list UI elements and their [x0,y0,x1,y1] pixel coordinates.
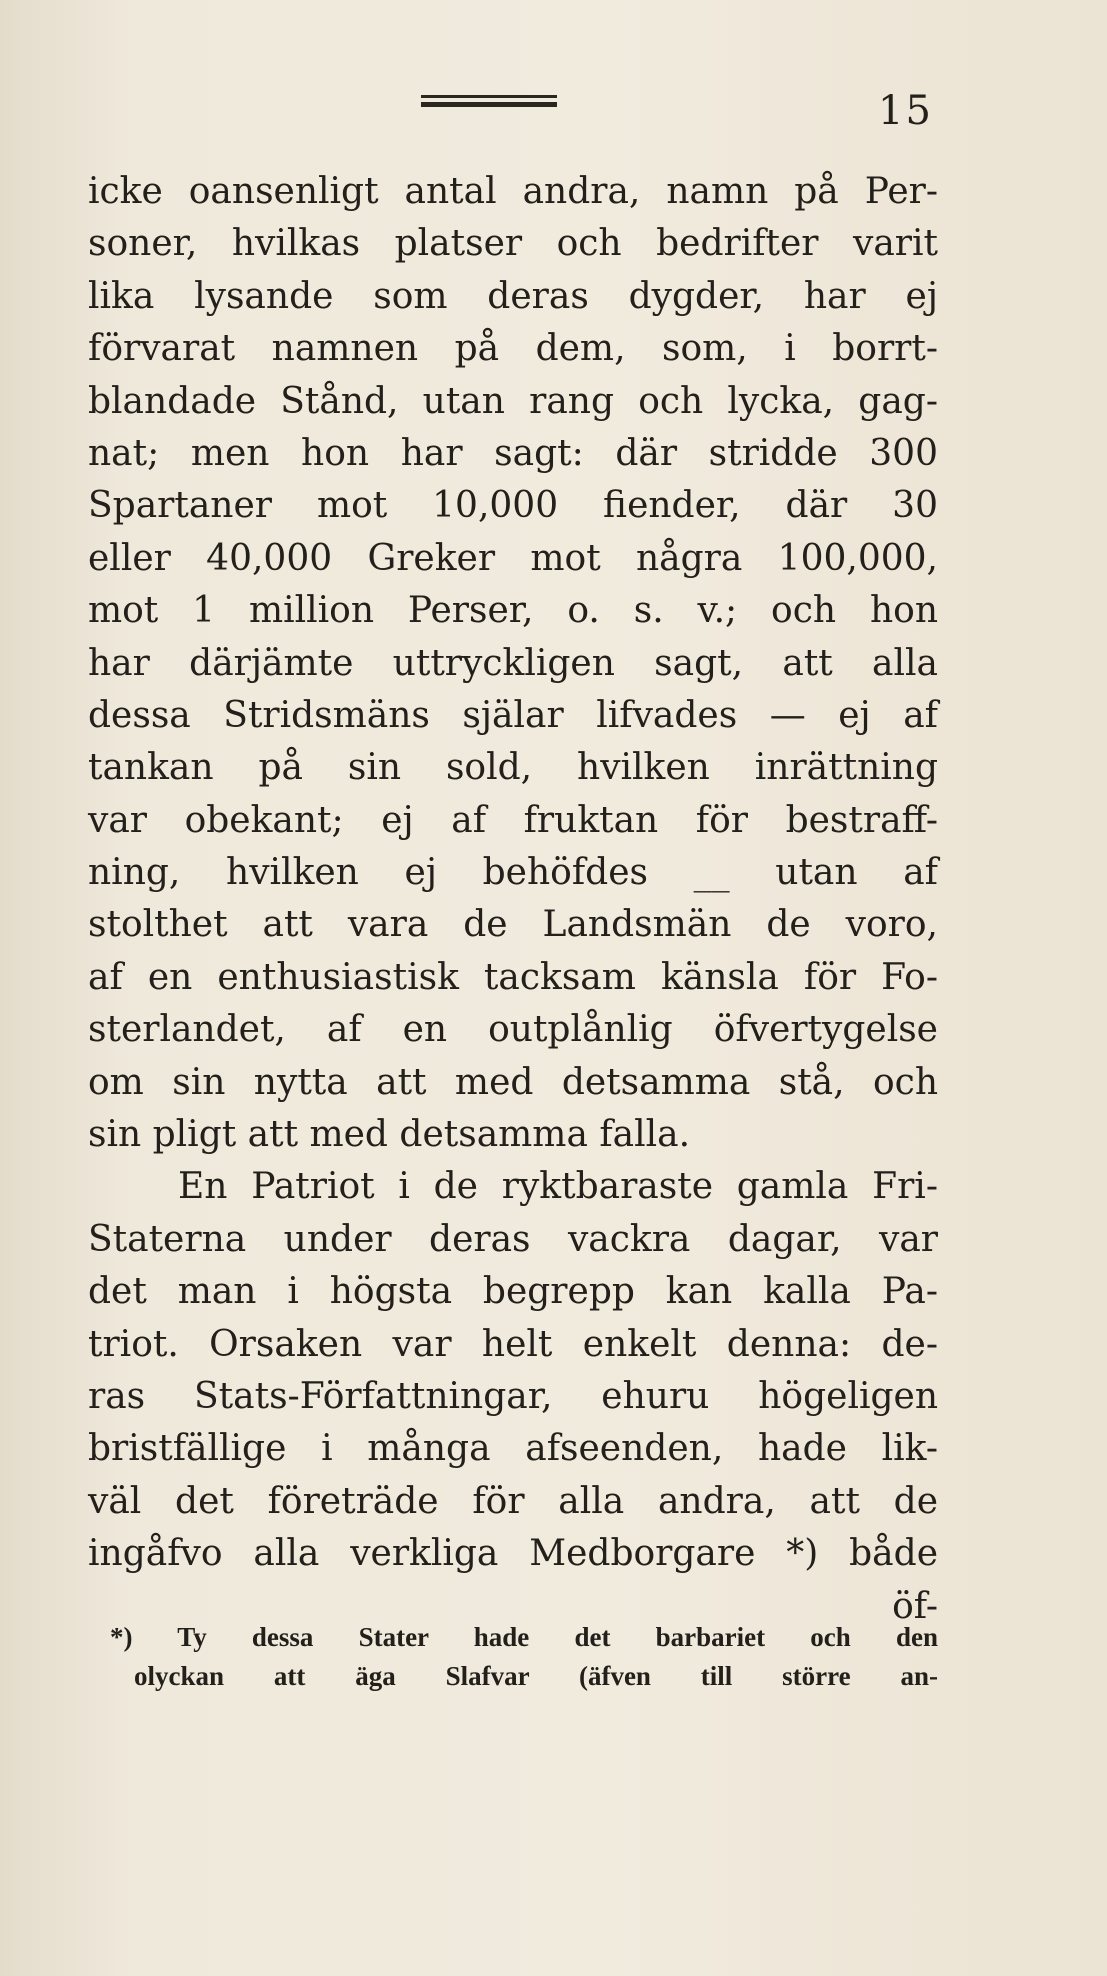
text-line: blandade Stånd, utan rang och lycka, gag- [88,380,938,422]
text-line: tankan på sin sold, hvilken inrättning [88,747,938,789]
text-line: eller 40,000 Greker mot några 100,000, [88,537,938,579]
text-line: ning, hvilken ej behöfdes __ utan af [88,852,938,894]
text-line: har därjämte uttryckligen sagt, att alla [88,642,938,684]
footnote-line: olyckan att äga Slafvar (äfven till större an- [134,1661,938,1691]
text-line: ingåfvo alla verkliga Medborgare *) både [88,1533,938,1575]
text-line: ras Stats-Författningar, ehuru högeligen [88,1375,938,1417]
catchword: öf- [892,1585,938,1627]
text-line: icke oansenligt antal andra, namn på Per- [88,171,938,212]
text-line: dessa Stridsmäns själar lifvades — ej af [88,694,938,736]
text-line: af en enthusiastisk tacksam känsla för Fo- [88,956,938,998]
text-line: förvarat namnen på dem, som, i borrt- [88,328,938,370]
text-line: Staterna under deras vackra dagar, var [88,1218,938,1260]
text-line: nat; men hon har sagt: där stridde 300 [88,432,938,474]
text-line: bristfällige i många afseenden, hade lik- [88,1428,938,1470]
page-number: 15 [878,88,933,134]
text-line: om sin nytta att med detsamma stå, och [88,1061,938,1103]
body-text [88,166,938,1633]
text-line: soner, hvilkas platser och bedrifter varit [88,223,938,265]
text-line: stolthet att vara de Landsmän de voro, [88,904,938,946]
footnote [110,1618,938,1696]
text-line: väl det företräde för alla andra, att de [88,1480,938,1522]
text-line: var obekant; ej af fruktan för bestraff- [88,799,938,841]
text-line: lika lysande som deras dygder, har ej [88,275,938,317]
text-line: sterlandet, af en outplånlig öfvertygelse [88,1009,938,1051]
paragraph-start-line: En Patriot i de ryktbaraste gamla Fri- [178,1166,938,1208]
text-line: triot. Orsaken var helt enkelt denna: de- [88,1323,938,1365]
header-ornament-rule [421,95,557,115]
text-line: sin pligt att med detsamma falla. [88,1114,691,1156]
text-line: Spartaner mot 10,000 fiender, där 30 [88,485,938,527]
text-line: det man i högsta begrepp kan kalla Pa- [88,1271,938,1313]
footnote-line: *) Ty dessa Stater hade det barbariet och den [110,1622,938,1652]
text-line: mot 1 million Perser, o. s. v.; och hon [88,590,938,632]
